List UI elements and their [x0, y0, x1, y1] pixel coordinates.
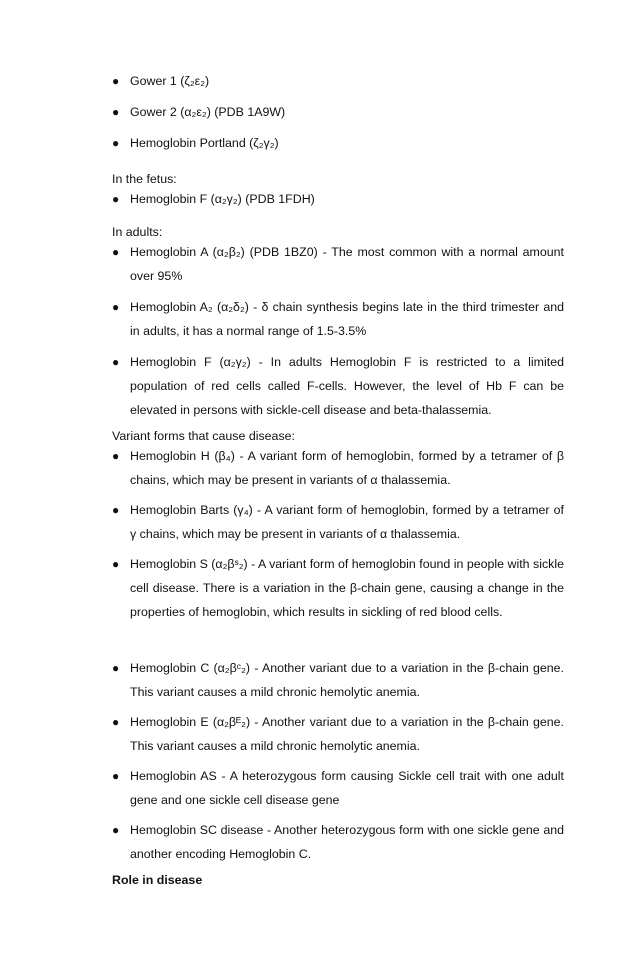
bullet-icon: ●: [112, 557, 120, 571]
list-item: [112, 350, 564, 422]
bullet-icon: ●: [112, 74, 120, 88]
list-item-text: Gower 2 (α₂ε₂) (PDB 1A9W): [130, 105, 286, 119]
list-item-text: Hemoglobin A₂ (α₂δ₂) - δ chain synthesis begins late in the third trimester and in adults, it has a normal range of 1.5-3.5%: [130, 300, 564, 338]
bullet-icon: ●: [112, 769, 120, 783]
bullet-icon: ●: [112, 300, 120, 314]
list-item: [112, 100, 564, 131]
list-item: [112, 764, 564, 818]
section-heading-role-in-disease: Role in disease: [112, 873, 203, 887]
embryo-hemoglobin-list: [112, 69, 564, 155]
list-item: [112, 131, 564, 155]
list-item: [112, 187, 564, 211]
list-item-text: Hemoglobin S (α₂βˢ₂) - A variant form of hemoglobin found in people with sickle cell disease. There is a variation in the β-chain gene, causing a change in the properties of hemoglobin, which results in sickling of red blood cells.: [130, 557, 564, 619]
variant-hemoglobin-list: [112, 444, 564, 866]
list-item: [112, 818, 564, 866]
bullet-icon: ●: [112, 136, 120, 150]
bullet-icon: ●: [112, 449, 120, 463]
list-item-text: Hemoglobin Portland (ζ₂γ₂): [130, 136, 279, 150]
list-item-text: Hemoglobin SC disease - Another heterozygous form with one sickle gene and another encoding Hemoglobin C.: [130, 823, 564, 861]
list-item-text: Hemoglobin Barts (γ₄) - A variant form of hemoglobin, formed by a tetramer of γ chains, which may be present in variants of α thalassemia.: [130, 503, 564, 541]
bullet-icon: ●: [112, 105, 120, 119]
list-item: [112, 69, 564, 100]
list-item: [112, 240, 564, 295]
adult-hemoglobin-list: [112, 240, 564, 422]
bullet-icon: ●: [112, 192, 120, 206]
list-item: [112, 552, 564, 656]
list-item-text: Hemoglobin F (α₂γ₂) - In adults Hemoglobin F is restricted to a limited population of red cells called F-cells. However, the level of Hb F can be elevated in persons with sickle-cell disease and beta-thalassemia.: [130, 355, 564, 417]
list-item-text: Hemoglobin F (α₂γ₂) (PDB 1FDH): [130, 192, 315, 206]
list-item: [112, 656, 564, 710]
fetus-hemoglobin-list: [112, 187, 564, 211]
list-item-text: Hemoglobin C (α₂βᶜ₂) - Another variant due to a variation in the β-chain gene. This variant causes a mild chronic hemolytic anemia.: [130, 661, 564, 699]
list-item-text: Gower 1 (ζ₂ε₂): [130, 74, 210, 88]
list-item-text: Hemoglobin H (β₄) - A variant form of hemoglobin, formed by a tetramer of β chains, which may be present in variants of α thalassemia.: [130, 449, 564, 487]
bullet-icon: ●: [112, 355, 120, 369]
bullet-icon: ●: [112, 245, 120, 259]
section-heading-variants: Variant forms that cause disease:: [112, 429, 295, 443]
bullet-icon: ●: [112, 503, 120, 517]
list-item: [112, 444, 564, 498]
list-item-text: Hemoglobin E (α₂βᴱ₂) - Another variant due to a variation in the β-chain gene. This variant causes a mild chronic hemolytic anemia.: [130, 715, 564, 753]
list-item-text: Hemoglobin A (α₂β₂) (PDB 1BZ0) - The most common with a normal amount over 95%: [130, 245, 564, 283]
list-item: [112, 295, 564, 350]
section-heading-adults: In adults:: [112, 225, 163, 239]
bullet-icon: ●: [112, 823, 120, 837]
bullet-icon: ●: [112, 715, 120, 729]
bullet-icon: ●: [112, 661, 120, 675]
section-heading-fetus: In the fetus:: [112, 172, 177, 186]
list-item-text: Hemoglobin AS - A heterozygous form causing Sickle cell trait with one adult gene and one sickle cell disease gene: [130, 769, 564, 807]
list-item: [112, 498, 564, 552]
list-item: [112, 710, 564, 764]
